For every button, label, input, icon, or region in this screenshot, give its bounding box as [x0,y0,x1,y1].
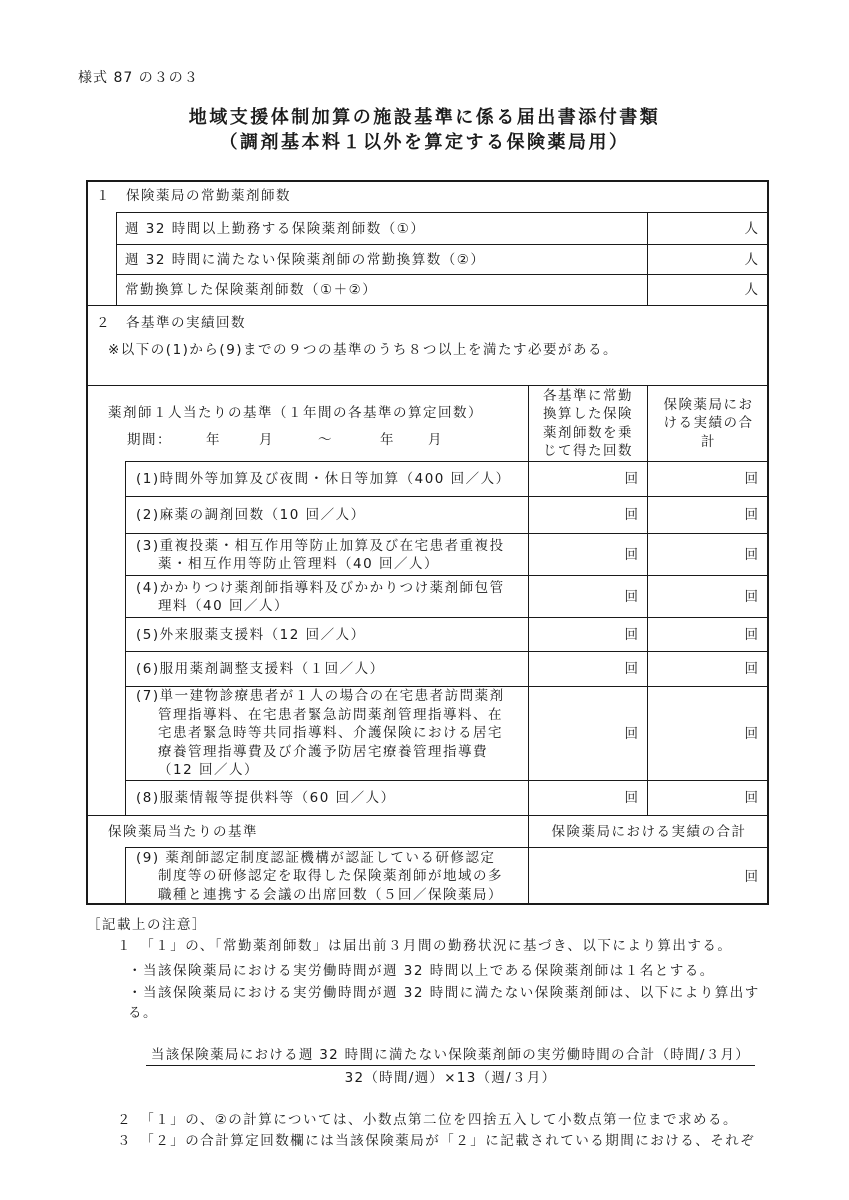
criterion-7-label-cell [125,686,528,780]
criterion-2-adjusted-count-cell [528,496,647,533]
column-header-line: 保険薬局における実績の合計 [551,823,747,840]
unit-label: 回 [624,725,638,742]
criterion-5-total-count-cell [647,617,769,651]
criterion-text-line: 薬・相互作用等防止管理料（40 回／人） [158,555,439,572]
unit-label: 回 [624,790,638,806]
criterion-9-label-cell [125,847,528,905]
criterion-8-total-count-cell [647,780,769,815]
criterion-1-adjusted-count-cell [528,461,647,496]
section1-heading-row [86,180,769,212]
criterion-6-adjusted-count-cell [528,651,647,686]
criterion-text-line: (5)外来服薬支援料（12 回／人） [136,626,366,643]
criterion-text-line: 制度等の研修認定を取得した保険薬剤師が地域の多 [158,868,503,885]
criterion-text-line: (1)時間外等加算及び夜間・休日等加算（400 回／人） [136,471,511,487]
criterion-text-line: 管理指導料、在宅患者緊急訪問薬剤管理指導料、在 [158,706,503,723]
criterion-1-total-count-cell [647,461,769,496]
column-header-line: じて得た回数 [543,443,633,459]
per-pharmacy-heading: 保険薬局当たりの基準 [108,823,258,840]
section1-heading: １ 保険薬局の常勤薬剤師数 [96,188,291,204]
unit-label: 回 [624,507,638,523]
unit-label: 人 [744,251,758,268]
criterion-text-line: (8)服薬情報等提供料等（60 回／人） [136,790,396,806]
criterion-3-label-cell [125,533,528,575]
pharmacist-row-label-cell [116,274,647,305]
note-bullet-continuation: る。 [128,1005,158,1021]
unit-label: 回 [624,546,638,563]
criterion-1-label-cell [125,461,528,496]
unit-label: 回 [744,588,758,605]
pharmacist-count-cell [647,274,769,305]
column-header-line: 各基準に常勤 [543,387,633,404]
criterion-text-line: (6)服用薬剤調整支援料（１回／人） [136,661,385,677]
criterion-text-line: (4)かかりつけ薬剤師指導料及びかかりつけ薬剤師包管 [136,579,505,596]
notes-heading: ［記載上の注意］ [87,917,207,933]
period-year-to: 年 [380,432,395,448]
unit-label: 回 [624,588,638,605]
criterion-2-total-count-cell [647,496,769,533]
unit-label: 回 [624,626,638,643]
criterion-4-label-cell [125,575,528,617]
column-header-line: 計 [701,433,716,450]
per-pharmacy-total-column-header [528,815,769,847]
unit-label: 人 [744,282,758,298]
column-header-line: 保険薬局にお [663,396,754,413]
pharmacist-row-label-cell [116,244,647,274]
unit-label: 回 [624,471,638,487]
criterion-text-line: (2)麻薬の調剤回数（10 回／人） [136,507,366,523]
criterion-text-line: (3)重複投薬・相互作用等防止加算及び在宅患者重複投 [136,537,505,554]
pharmacist-row-label: 常勤換算した保険薬剤師数（①＋②） [125,282,378,298]
form-table [86,180,769,905]
note-bullet: ・当該保険薬局における実労働時間が週 32 時間以上である保険薬剤師は１名とする。 [128,963,715,979]
criterion-8-label-cell [125,780,528,815]
column-header-line: ける実績の合 [663,415,754,432]
unit-label: 回 [744,661,758,677]
criterion-6-label-cell [125,651,528,686]
period-year-from: 年 [206,432,221,448]
note-item-1: １ 「１」の、「常勤薬剤師数」は届出前３月間の勤務状況に基づき、以下により算出する。 [117,938,733,954]
adjusted-count-column-header [528,385,647,461]
criterion-8-adjusted-count-cell [528,780,647,815]
period-label: 期間： [127,432,172,448]
section2-heading: ２ 各基準の実績回数 [96,315,246,331]
per-pharmacy-header-cell [86,815,528,847]
pharmacist-row-label: 週 32 時間に満たない保険薬剤師の常勤換算数（②） [125,251,486,268]
period-month-to: 月 [428,432,443,448]
criterion-text-line: 理料（40 回／人） [158,597,289,614]
column-header-line: 薬剤師数を乗 [543,424,633,441]
period-separator: ～ [318,432,333,448]
formula-numerator: 当該保険薬局における週 32 時間に満たない保険薬剤師の実労働時間の合計（時間/３月） [146,1045,755,1066]
page-subtitle: （調剤基本料１以外を算定する保険薬局用） [219,132,630,153]
unit-label: 回 [744,626,758,643]
conversion-formula [146,1045,755,1087]
criterion-3-adjusted-count-cell [528,533,647,575]
criterion-4-adjusted-count-cell [528,575,647,617]
per-pharmacist-header-cell [86,385,528,461]
criterion-6-total-count-cell [647,651,769,686]
unit-label: 回 [744,868,758,885]
note-bullet: ・当該保険薬局における実労働時間が週 32 時間に満たない保険薬剤師は、以下により算出す [128,985,760,1001]
unit-label: 回 [744,546,758,563]
unit-label: 回 [744,790,758,806]
criterion-text-line: (7)単一建物診療患者が１人の場合の在宅患者訪問薬剤 [136,688,505,705]
criterion-text-line: 宅患者緊急時等共同指導料、介護保険における居宅 [158,725,503,742]
pharmacist-row-label-cell [116,212,647,244]
pharmacist-count-cell [647,212,769,244]
total-count-column-header [647,385,769,461]
note-item-2: ２ 「１」の、②の計算については、小数点第二位を四捨五入して小数点第一位まで求める。 [117,1112,739,1128]
formula-denominator: 32（時間/週）×13（週/３月） [344,1070,557,1086]
criterion-text-line: 療養管理指導費及び介護予防居宅療養管理指導費 [158,743,488,760]
criterion-3-total-count-cell [647,533,769,575]
page-title: 地域支援体制加算の施設基準に係る届出書添付書類 [188,107,661,128]
criterion-2-label-cell [125,496,528,533]
section2-heading-block [86,305,769,385]
criterion-7-total-count-cell [647,686,769,780]
unit-label: 人 [744,220,758,237]
criterion-9-total-count-cell [528,847,769,905]
criterion-text-line: (9) 薬剤師認定制度認証機構が認証している研修認定 [136,849,496,866]
unit-label: 回 [624,661,638,677]
unit-label: 回 [744,725,758,742]
criterion-text-line: 職種と連携する会議の出席回数（５回／保険薬局） [158,886,503,903]
criterion-text-line: （12 回／人） [158,762,259,779]
criterion-5-adjusted-count-cell [528,617,647,651]
criterion-4-total-count-cell [647,575,769,617]
form-number: 様式 87 の３の３ [78,70,199,86]
pharmacist-row-label: 週 32 時間以上勤務する保険薬剤師数（①） [125,220,426,237]
criterion-5-label-cell [125,617,528,651]
period-month-from: 月 [259,432,274,448]
unit-label: 回 [744,507,758,523]
unit-label: 回 [744,471,758,487]
note-item-3: ３ 「２」の合計算定回数欄には当該保険薬局が「２」に記載されている期間における、それぞ [117,1133,756,1149]
column-header-line: 換算した保険 [543,406,633,422]
pharmacist-count-cell [647,244,769,274]
section2-requirement-note: ※以下の(1)から(9)までの９つの基準のうち８つ以上を満たす必要がある。 [108,342,619,358]
per-pharmacist-heading: 薬剤師１人当たりの基準（１年間の各基準の算定回数） [108,405,483,421]
criterion-7-adjusted-count-cell [528,686,647,780]
